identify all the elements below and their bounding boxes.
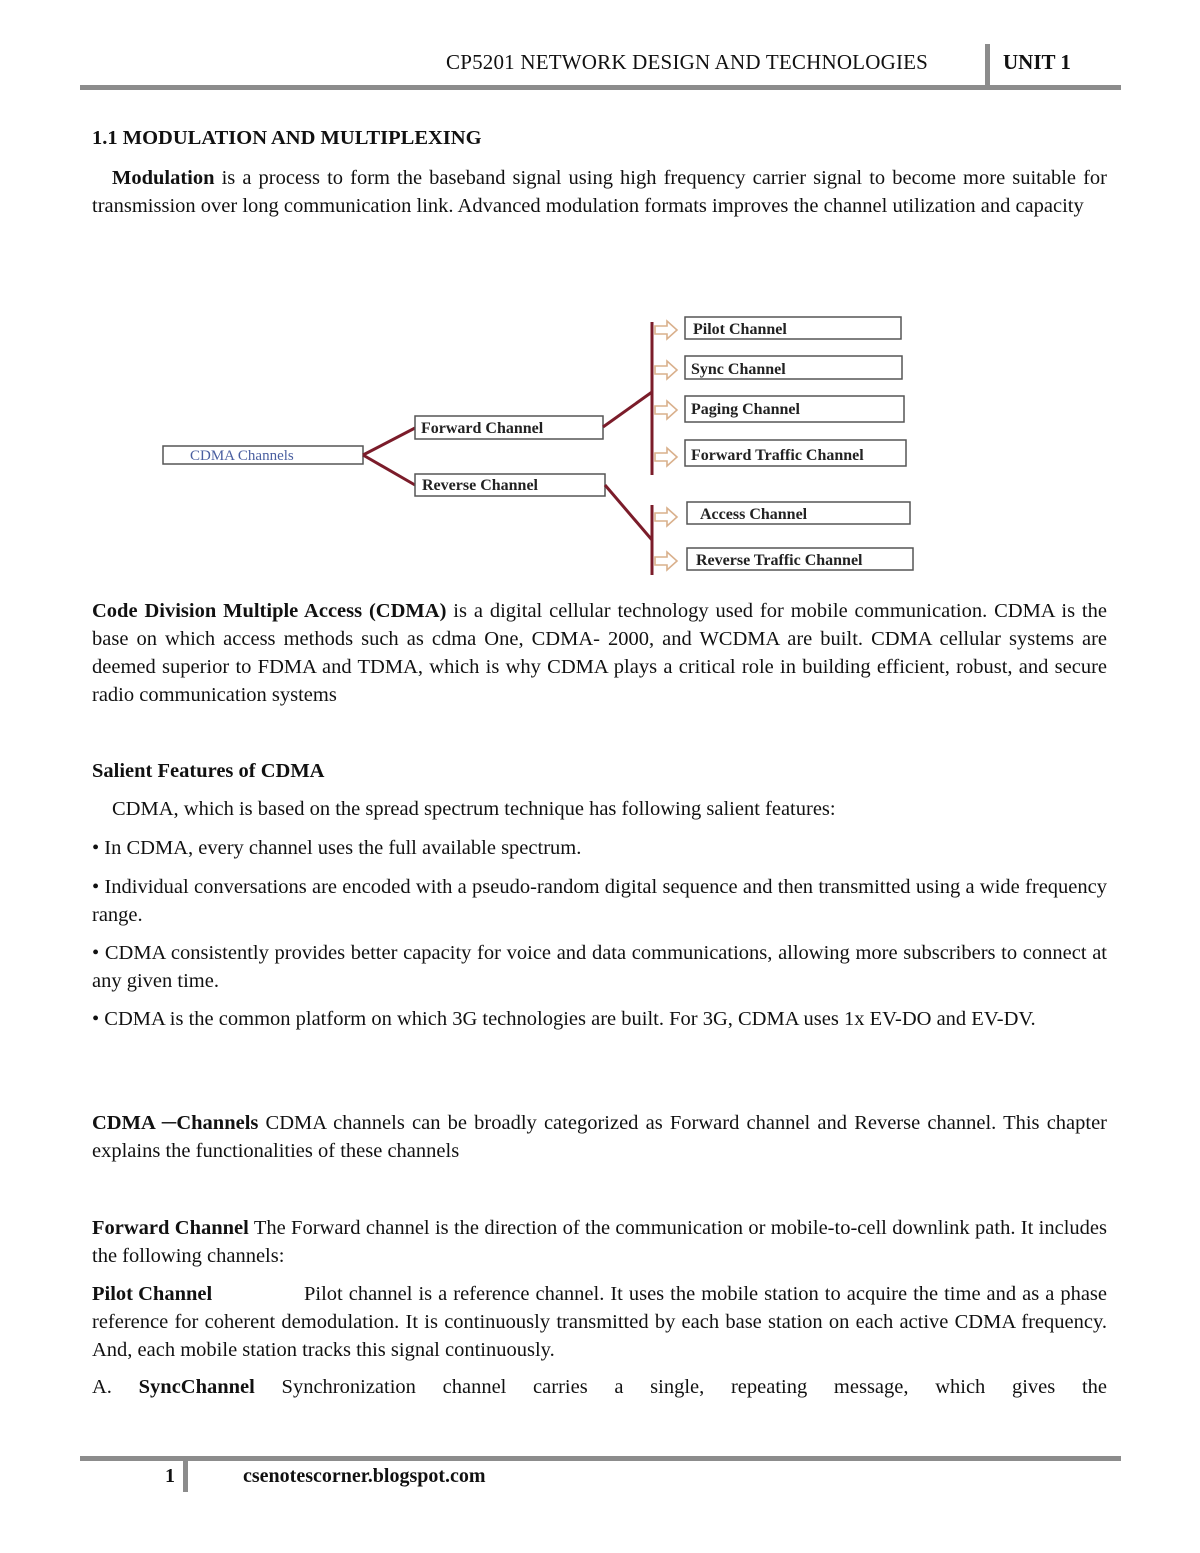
forward-connector	[603, 392, 652, 427]
bullet-1: • In CDMA, every channel uses the full available spectrum.	[92, 837, 582, 859]
header-title: CP5201 NETWORK DESIGN AND TECHNOLOGIES	[446, 50, 929, 74]
pilot-text: Pilot channel is a reference channel. It uses the mobile station to acquire the time and as a phase reference for coherent demodulation. It is continuously transmitted by each base station on each active CDMA frequency. And, each mobile station tracks this signal continuously.	[92, 1283, 1107, 1361]
header-separator	[985, 44, 990, 88]
reverse-traffic-label: Reverse Traffic Channel	[696, 552, 863, 569]
channels-text: CDMA channels can be broadly categorized as Forward channel and Reverse channel. This chapter explains the functionalities of these channels	[92, 1112, 1108, 1162]
header-rule	[80, 85, 1121, 90]
pilot-paragraph	[92, 1280, 1107, 1364]
channels-term: CDMA ─Channels	[92, 1112, 259, 1134]
modulation-text: is a process to form the baseband signal using high frequency carrier signal to become more suitable for transmission over long communication link. Advanced modulation formats improves the channel utilization and capacity	[92, 167, 1107, 217]
forward-channel-paragraph	[92, 1214, 1107, 1270]
header-unit: UNIT 1	[1003, 50, 1071, 74]
forward-channel-text: The Forward channel is the direction of the communication or mobile-to-cell downlink path. It includes the following channels:	[92, 1217, 1107, 1267]
forward-label: Forward Channel	[421, 420, 544, 437]
footer-site: csenotescorner.blogspot.com	[243, 1465, 486, 1487]
cdma-term: Code Division Multiple Access (CDMA)	[92, 600, 447, 622]
channels-paragraph	[92, 1109, 1107, 1165]
forward-traffic-label: Forward Traffic Channel	[691, 447, 864, 464]
modulation-paragraph	[92, 164, 1107, 220]
sync-paragraph	[92, 1373, 1107, 1401]
reverse-connector	[605, 485, 652, 540]
root-branch-lines	[363, 428, 415, 485]
pilot-term: Pilot Channel	[92, 1283, 213, 1305]
reverse-label: Reverse Channel	[422, 477, 538, 494]
page-number: 1	[165, 1465, 175, 1487]
paging-label: Paging Channel	[691, 401, 800, 418]
bullet-4: • CDMA is the common platform on which 3G technologies are built. For 3G, CDMA uses 1x EV-DO and EV-DV.	[92, 1008, 1036, 1030]
bullet-3: • CDMA consistently provides better capacity for voice and data communications, allowing more subscribers to connect at any given time.	[92, 942, 1107, 992]
cdma-text: is a digital cellular technology used for mobile communication. CDMA is the base on which access methods such as cdma One, CDMA- 2000, and WCDMA are built. CDMA cellular systems are deemed superior to FDMA and TDMA, which is why CDMA plays a critical role in building efficient, robust, and secure radio communication systems	[92, 600, 1107, 706]
sync-label: Sync Channel	[691, 361, 786, 378]
cdma-channels-diagram	[150, 300, 930, 590]
cdma-paragraph	[92, 597, 1107, 709]
bullet-2: • Individual conversations are encoded with a pseudo-random digital sequence and then transmitted using a wide frequency range.	[92, 876, 1107, 926]
footer-rule	[80, 1456, 1121, 1461]
modulation-term: Modulation	[112, 167, 215, 189]
salient-intro	[92, 795, 1107, 823]
root-label: CDMA Channels	[190, 448, 294, 464]
sync-prefix: A.	[92, 1376, 139, 1398]
pilot-label: Pilot Channel	[693, 321, 787, 338]
sync-text: Synchronization channel carries a single, repeating message, which gives the	[254, 1376, 1108, 1398]
forward-channel-term: Forward Channel	[92, 1217, 249, 1239]
footer-separator	[183, 1458, 188, 1492]
salient-intro-text: CDMA, which is based on the spread spectrum technique has following salient features:	[112, 798, 836, 820]
salient-heading: Salient Features of CDMA	[92, 760, 325, 782]
sync-term: SyncChannel	[138, 1376, 255, 1398]
access-label: Access Channel	[700, 506, 808, 523]
section-title: 1.1 MODULATION AND MULTIPLEXING	[92, 127, 482, 149]
